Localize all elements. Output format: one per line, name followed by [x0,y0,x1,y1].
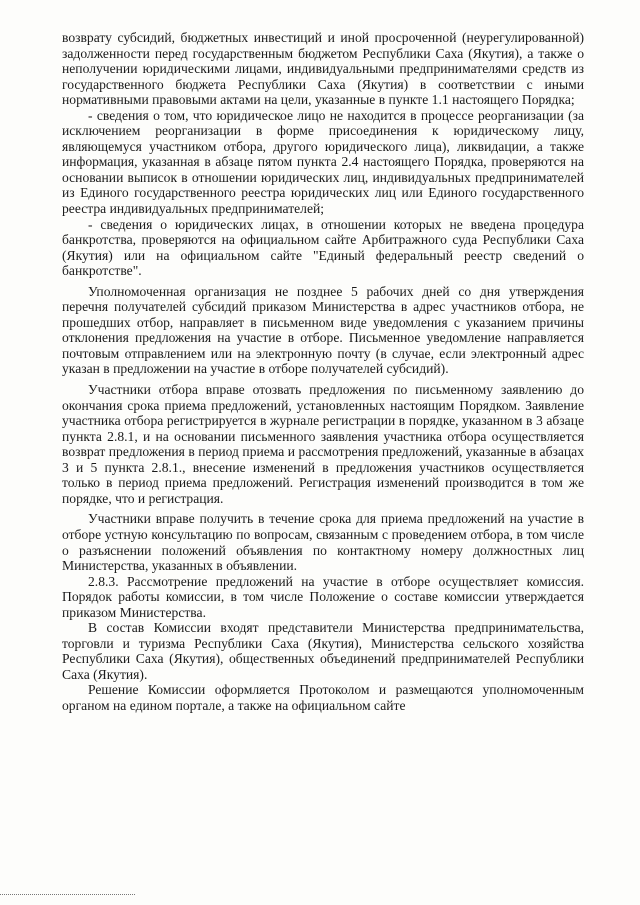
document-body [62,30,584,714]
paragraph: - сведения о том, что юридическое лицо не находится в процессе реорганизации (за исключением реорганизации в форме присоединения к юридическому лицу, являющемуся участником отбора, другого юридического лица), ликвидации, а также информация, указанная в абзаце пятом пункта 2.4 настоящего Порядка, проверяются на основании выписок в отношении юридических лиц, индивидуальных предпринимателей из Единого государственного реестра юридических лиц или Единого государственного реестра индивидуальных предпринимателей; [62,107,584,217]
paragraph: В состав Комиссии входят представители Министерства предпринимательства, торговли и туризма Республики Саха (Якутия), Министерства сельского хозяйства Республики Саха (Якутия), общественных объединений предпринимателей Республики Саха (Якутия). [62,620,584,682]
paragraph: 2.8.3. Рассмотрение предложений на участие в отборе осуществляет комиссия. Порядок работы комиссии, в том числе Положение о составе комиссии утверждается приказом Министерства. [62,573,584,620]
paragraph: Участники вправе получить в течение срока для приема предложений на участие в отборе устную консультацию по вопросам, связанным с проведением отбора, в том числе о разъяснении положений объявления по контактному номеру должностных лиц Министерства, указанных в объявлении. [62,511,584,574]
footer-dotted-rule [0,894,135,895]
paragraph: Участники отбора вправе отозвать предложения по письменному заявлению до окончания срока приема предложений, установленных настоящим Порядком. Заявление участника отбора регистрируется в журнале регистрации в порядке, указанном в 3 абзаце пункта 2.8.1, и на основании письменного заявления участника отбора осуществляется возврат предложения в период приема и рассмотрения предложений, указанные в абзацах 3 и 5 пункта 2.8.1., внесение изменений в предложения участников осуществляется только в период приема предложений. Регистрация изменений производится в том же порядке, что и регистрация. [62,382,584,506]
paragraph: - сведения о юридических лицах, в отношении которых не введена процедура банкротства, проверяются на официальном сайте Арбитражного суда Республики Саха (Якутия) или на официальном сайте "Единый федеральный реестр сведений о банкротстве". [62,216,584,279]
paragraph: возврату субсидий, бюджетных инвестиций и иной просроченной (неурегулированной) задолженности перед государственным бюджетом Республики Саха (Якутия), а также о неполучении юридическими лицами, индивидуальными предпринимателями средств из государственного бюджета Республики Саха (Якутия) в соответствии с иными нормативными правовыми актами на цели, указанные в пункте 1.1 настоящего Порядка; [62,30,584,108]
paragraph: Решение Комиссии оформляется Протоколом и размещаются уполномоченным органом на едином портале, а также на официальном сайте [62,682,584,713]
paragraph: Уполномоченная организация не позднее 5 рабочих дней со дня утверждения перечня получателей субсидий приказом Министерства в адрес участников отбора, не прошедших отбор, направляет в письменном виде уведомления с указанием причины отклонения предложения на участие в отборе. Письменное уведомление направляется почтовым отправлением или на электронную почту (в случае, если электронный адрес указан в предложении на участие в отборе получателей субсидий). [62,283,584,377]
